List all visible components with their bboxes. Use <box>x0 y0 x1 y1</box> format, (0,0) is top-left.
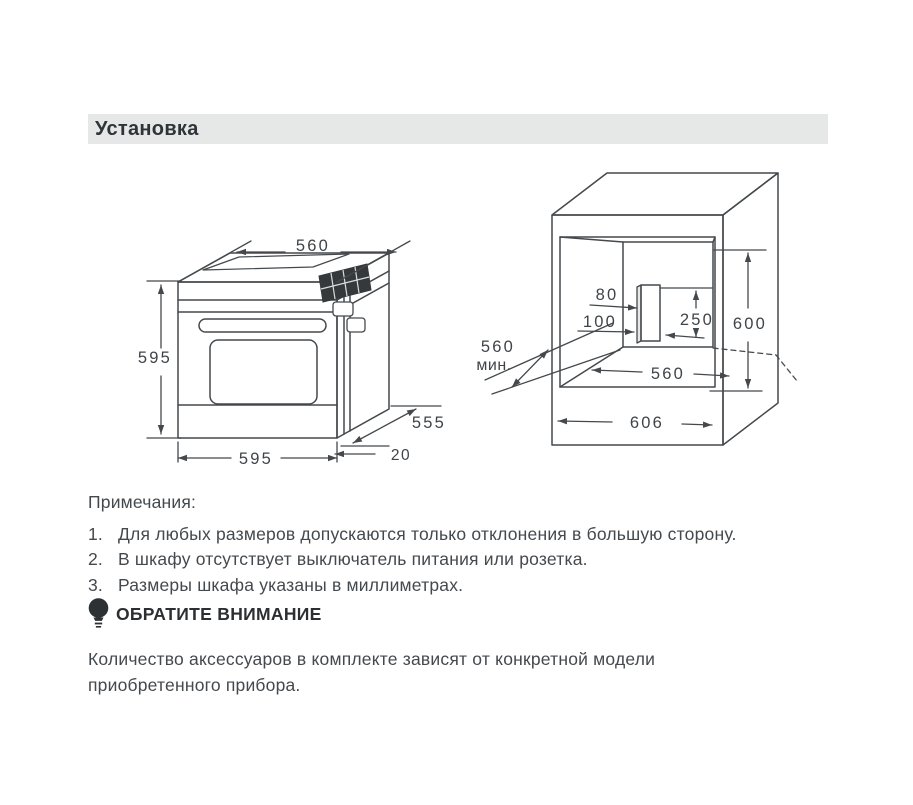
list-item-text: Для любых размеров допускаются только отклонения в большую сторону. <box>118 523 737 544</box>
dim-min-depth-unit: мин. <box>476 357 512 374</box>
dim-outer-width: 606 <box>629 414 665 432</box>
notes-title: Примечания: <box>88 492 197 512</box>
list-item <box>88 573 848 599</box>
list-item-number: 2. <box>88 549 103 569</box>
list-item-number: 3. <box>88 574 103 595</box>
dim-oven-front-width: 595 <box>238 450 274 468</box>
page-title: Установка <box>95 117 199 140</box>
section-header-bar <box>88 114 828 144</box>
vent-cutout <box>641 285 660 341</box>
dim-vent-height: 250 <box>679 311 715 329</box>
oven-door-handle <box>199 319 326 332</box>
notes-section <box>88 490 848 598</box>
cabinet-drawing <box>552 173 797 445</box>
dim-vent-width: 80 <box>595 286 619 304</box>
lightbulb-icon <box>88 597 110 631</box>
list-item <box>88 522 848 548</box>
attention-title: ОБРАТИТЕ ВНИМАНИЕ <box>116 603 322 624</box>
cabinet-dimension-lines <box>485 250 766 425</box>
dim-inner-width: 560 <box>650 365 686 383</box>
oven-door-window <box>210 340 317 404</box>
list-item-text: В шкафу отсутствует выключатель питания или розетка. <box>118 549 588 569</box>
dim-oven-top-width: 560 <box>295 237 331 255</box>
dim-oven-door-overhang: 20 <box>390 447 412 464</box>
list-item-text: Размеры шкафа указаны в миллиметрах. <box>118 574 464 595</box>
list-item-number: 1. <box>88 523 103 544</box>
dim-oven-height: 595 <box>137 349 173 367</box>
dim-inner-height: 600 <box>732 315 768 333</box>
accessories-note: Количество аксессуаров в комплекте зависят от конкретной модели приобретенного прибора. <box>88 649 656 695</box>
dim-oven-depth: 555 <box>411 414 447 432</box>
oven-dimension-labels <box>138 237 446 468</box>
oven-dimensions-diagram <box>135 222 465 487</box>
attention-heading <box>88 597 322 631</box>
oven-dimension-lines <box>147 241 441 462</box>
dim-min-depth: 560 <box>480 338 516 356</box>
dim-vent-offset: 100 <box>582 313 618 331</box>
list-item <box>88 547 848 573</box>
cabinet-niche-diagram <box>460 160 840 460</box>
